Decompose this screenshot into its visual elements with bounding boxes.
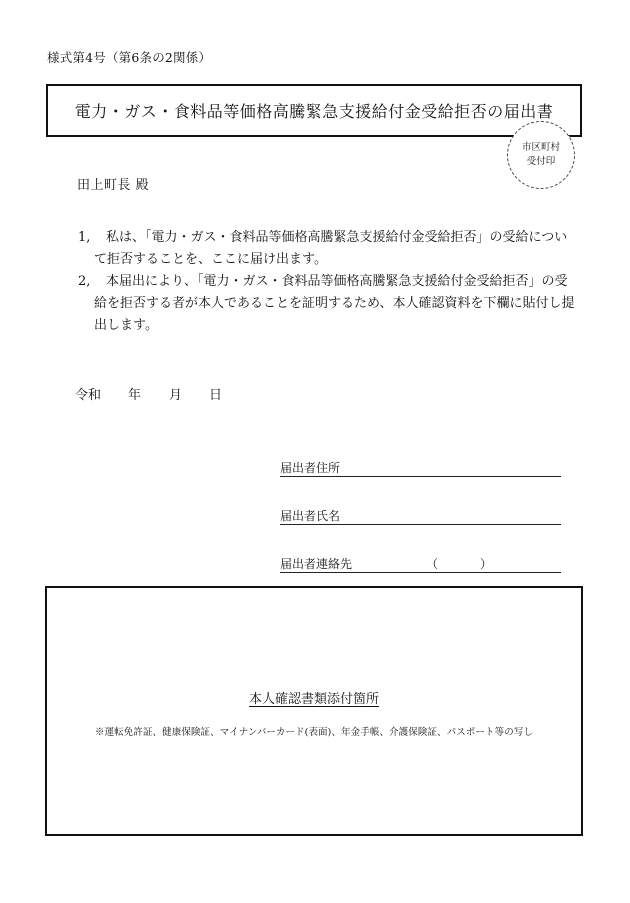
addressee: 田上町長 殿 xyxy=(77,178,150,193)
address-label: 届出者住所 xyxy=(280,461,341,475)
date-month: 月 xyxy=(169,388,183,403)
id-attachment-area xyxy=(45,586,583,836)
form-number: 様式第4号（第6条の2関係） xyxy=(47,50,212,65)
date-day: 日 xyxy=(209,388,223,403)
name-field[interactable] xyxy=(280,504,561,525)
item-number: 1, xyxy=(78,230,91,245)
item-number: 2, xyxy=(78,274,91,289)
document-title: 電力・ガス・食料品等価格高騰緊急支援給付金受給拒否の届出書 xyxy=(74,102,554,121)
address-field[interactable] xyxy=(280,456,561,477)
contact-paren-open: （ xyxy=(426,557,439,571)
item-text: 私は、「電力・ガス・食料品等価格高騰緊急支援給付金受給拒否」の受給について拒否することを、ここに届け出ます。 xyxy=(94,230,568,267)
reception-stamp xyxy=(507,121,575,189)
contact-field[interactable] xyxy=(280,552,561,573)
date-era: 令和 xyxy=(75,388,102,403)
contact-label: 届出者連絡先 xyxy=(280,557,353,571)
attachment-title: 本人確認書類添付箇所 xyxy=(248,692,379,707)
stamp-line-2: 受付印 xyxy=(526,156,556,167)
date-year: 年 xyxy=(128,388,142,403)
name-label: 届出者氏名 xyxy=(280,509,341,523)
contact-paren-close: ） xyxy=(480,557,493,571)
stamp-line-1: 市区町村 xyxy=(521,142,560,153)
attachment-note: ※運転免許証、健康保険証、マイナンバーカード(表面)、年金手帳、介護保険証、パスポート等の写し xyxy=(94,727,534,738)
item-text: 本届出により、「電力・ガス・食料品等価格高騰緊急支援給付金受給拒否」の受給を拒否する者が本人であることを証明するため、本人確認資料を下欄に貼付し提出します。 xyxy=(94,274,575,333)
document-title-box xyxy=(46,84,582,137)
